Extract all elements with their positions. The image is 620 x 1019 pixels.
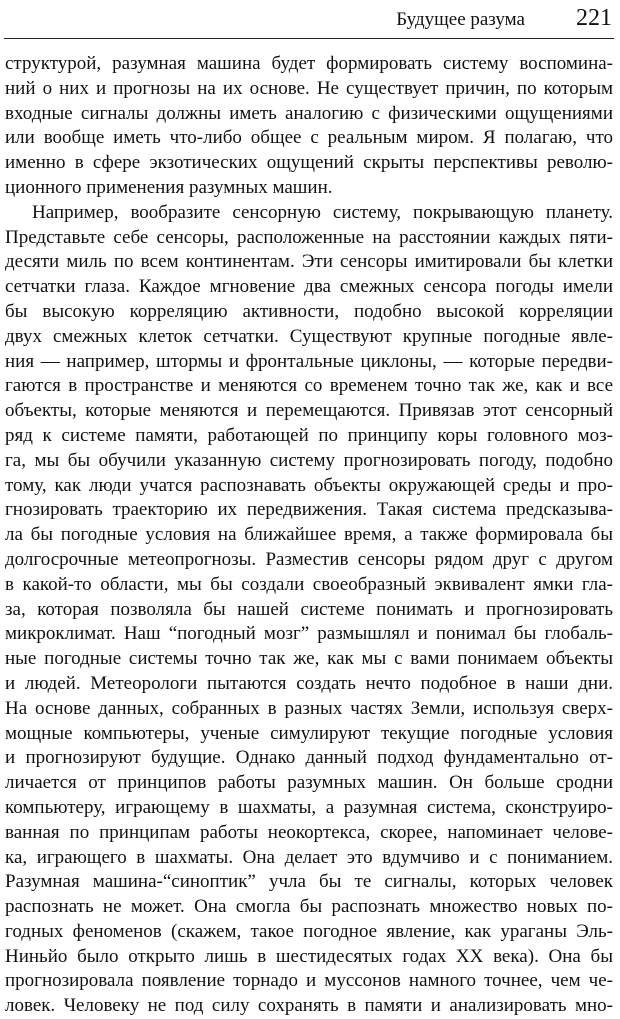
text-line: объекты, которые меняются и перемещаются. Привязав этот сенсорный (5, 400, 613, 422)
text-line: Разумная машина-“синоптик” учла бы те сигналы, которых человек (5, 871, 613, 893)
text-line: ловек. Человеку не под силу сохранять в памяти и анализировать мно- (5, 995, 613, 1017)
text-line: га, мы бы обучили указанную систему прогнозировать погоду, подобно (5, 449, 613, 471)
text-line: мощные компьютеры, ученые симулируют текущие погодные условия (5, 722, 613, 744)
text-line: сетчатки глаза. Каждое мгновение два смежных сенсора погоды имели (5, 276, 613, 298)
text-line: структурой, разумная машина будет формировать систему воспомина- (5, 53, 613, 74)
text-line: гаются в пространстве и меняются со временем точно так же, как и все (5, 375, 613, 397)
text-line: прогнозировала появление торнадо и муссонов намного точнее, чем че- (5, 970, 613, 992)
text-line: ванная по принципам работы неокортекса, скорее, напоминает челове- (5, 821, 613, 843)
text-line: десяти миль по всем континентам. Эти сенсоры имитировали бы клетки (5, 251, 613, 273)
text-line: двух смежных клеток сетчатки. Существуют крупные погодные явле- (5, 325, 613, 347)
text-line: ционного применения разумных машин. (5, 176, 333, 198)
text-line: годных феноменов (скажем, такое погодное явление, как ураганы Эль- (5, 920, 613, 942)
text-line: ные погодные системы точно так же, как мы с вами понимаем объекты (5, 648, 613, 670)
text-line: личается от принципов работы разумных машин. Он больше сродни (5, 772, 613, 794)
running-title: Будущее разума (396, 9, 525, 30)
text-line: и людей. Метеорологи пытаются создать нечто подобное в наши дни. (5, 672, 613, 694)
text-line: бы высокую корреляцию активности, подобно высокой корреляции (5, 300, 613, 322)
text-line: тому, как люди учатся распознавать объекты окружающей среды и про- (5, 474, 613, 496)
text-line: Ниньйо было открыто лишь в шестидесятых годах XX века). Она бы (5, 945, 613, 967)
text-line: именно в сфере экзотических ощущений скрыты перспективы револю- (5, 152, 613, 174)
header-rule (4, 38, 614, 39)
text-line: ла бы погодные условия на ближайшее время, а также формировала бы (5, 524, 613, 546)
page-header (0, 0, 620, 46)
page-number: 221 (576, 5, 612, 31)
text-line: ка, играющего в шахматы. Она делает это вдумчиво и с пониманием. (5, 846, 613, 868)
text-line: и прогнозируют будущие. Однако данный подход фундаментально от- (5, 747, 613, 769)
text-line: в какой-то области, мы бы создали своеобразный эквивалент ямки гла- (5, 573, 613, 595)
text-line: ряд к системе памяти, работающей по принципу коры головного моз- (5, 424, 613, 446)
text-line: или вообще иметь что-либо общее с реальным миром. Я полагаю, что (5, 127, 613, 149)
text-line: распознать не может. Она смогла бы распознать множество новых по- (5, 896, 613, 918)
text-line: компьютеру, играющему в шахматы, а разумная система, сконструиро- (5, 796, 613, 818)
body-text (5, 52, 613, 1019)
text-line: ния — например, штормы и фронтальные циклоны, — которые передви- (5, 350, 613, 372)
text-line: микроклимат. Наш “погодный мозг” размышлял и понимал бы глобаль- (5, 623, 613, 645)
text-line: На основе данных, собранных в разных частях Земли, используя сверх- (5, 697, 613, 719)
text-line: Например, вообразите сенсорную систему, покрывающую планету. (32, 201, 613, 223)
text-line: за, которая позволяла бы нашей системе понимать и прогнозировать (5, 598, 613, 620)
text-line: ний о них и прогнозы на их основе. Не существует причин, по которым (5, 77, 613, 99)
paragraph (5, 52, 613, 201)
text-line: входные сигналы должны иметь аналогию с физическими ощущениями (5, 102, 613, 124)
text-line: Представьте себе сенсоры, расположенные на расстоянии каждых пяти- (5, 226, 613, 248)
text-line: долгосрочные метеопрогнозы. Разместив сенсоры рядом друг с другом (5, 548, 613, 570)
paragraph (5, 201, 613, 1019)
text-line: гнозировать траекторию их передвижения. Такая система предсказыва- (5, 499, 613, 521)
